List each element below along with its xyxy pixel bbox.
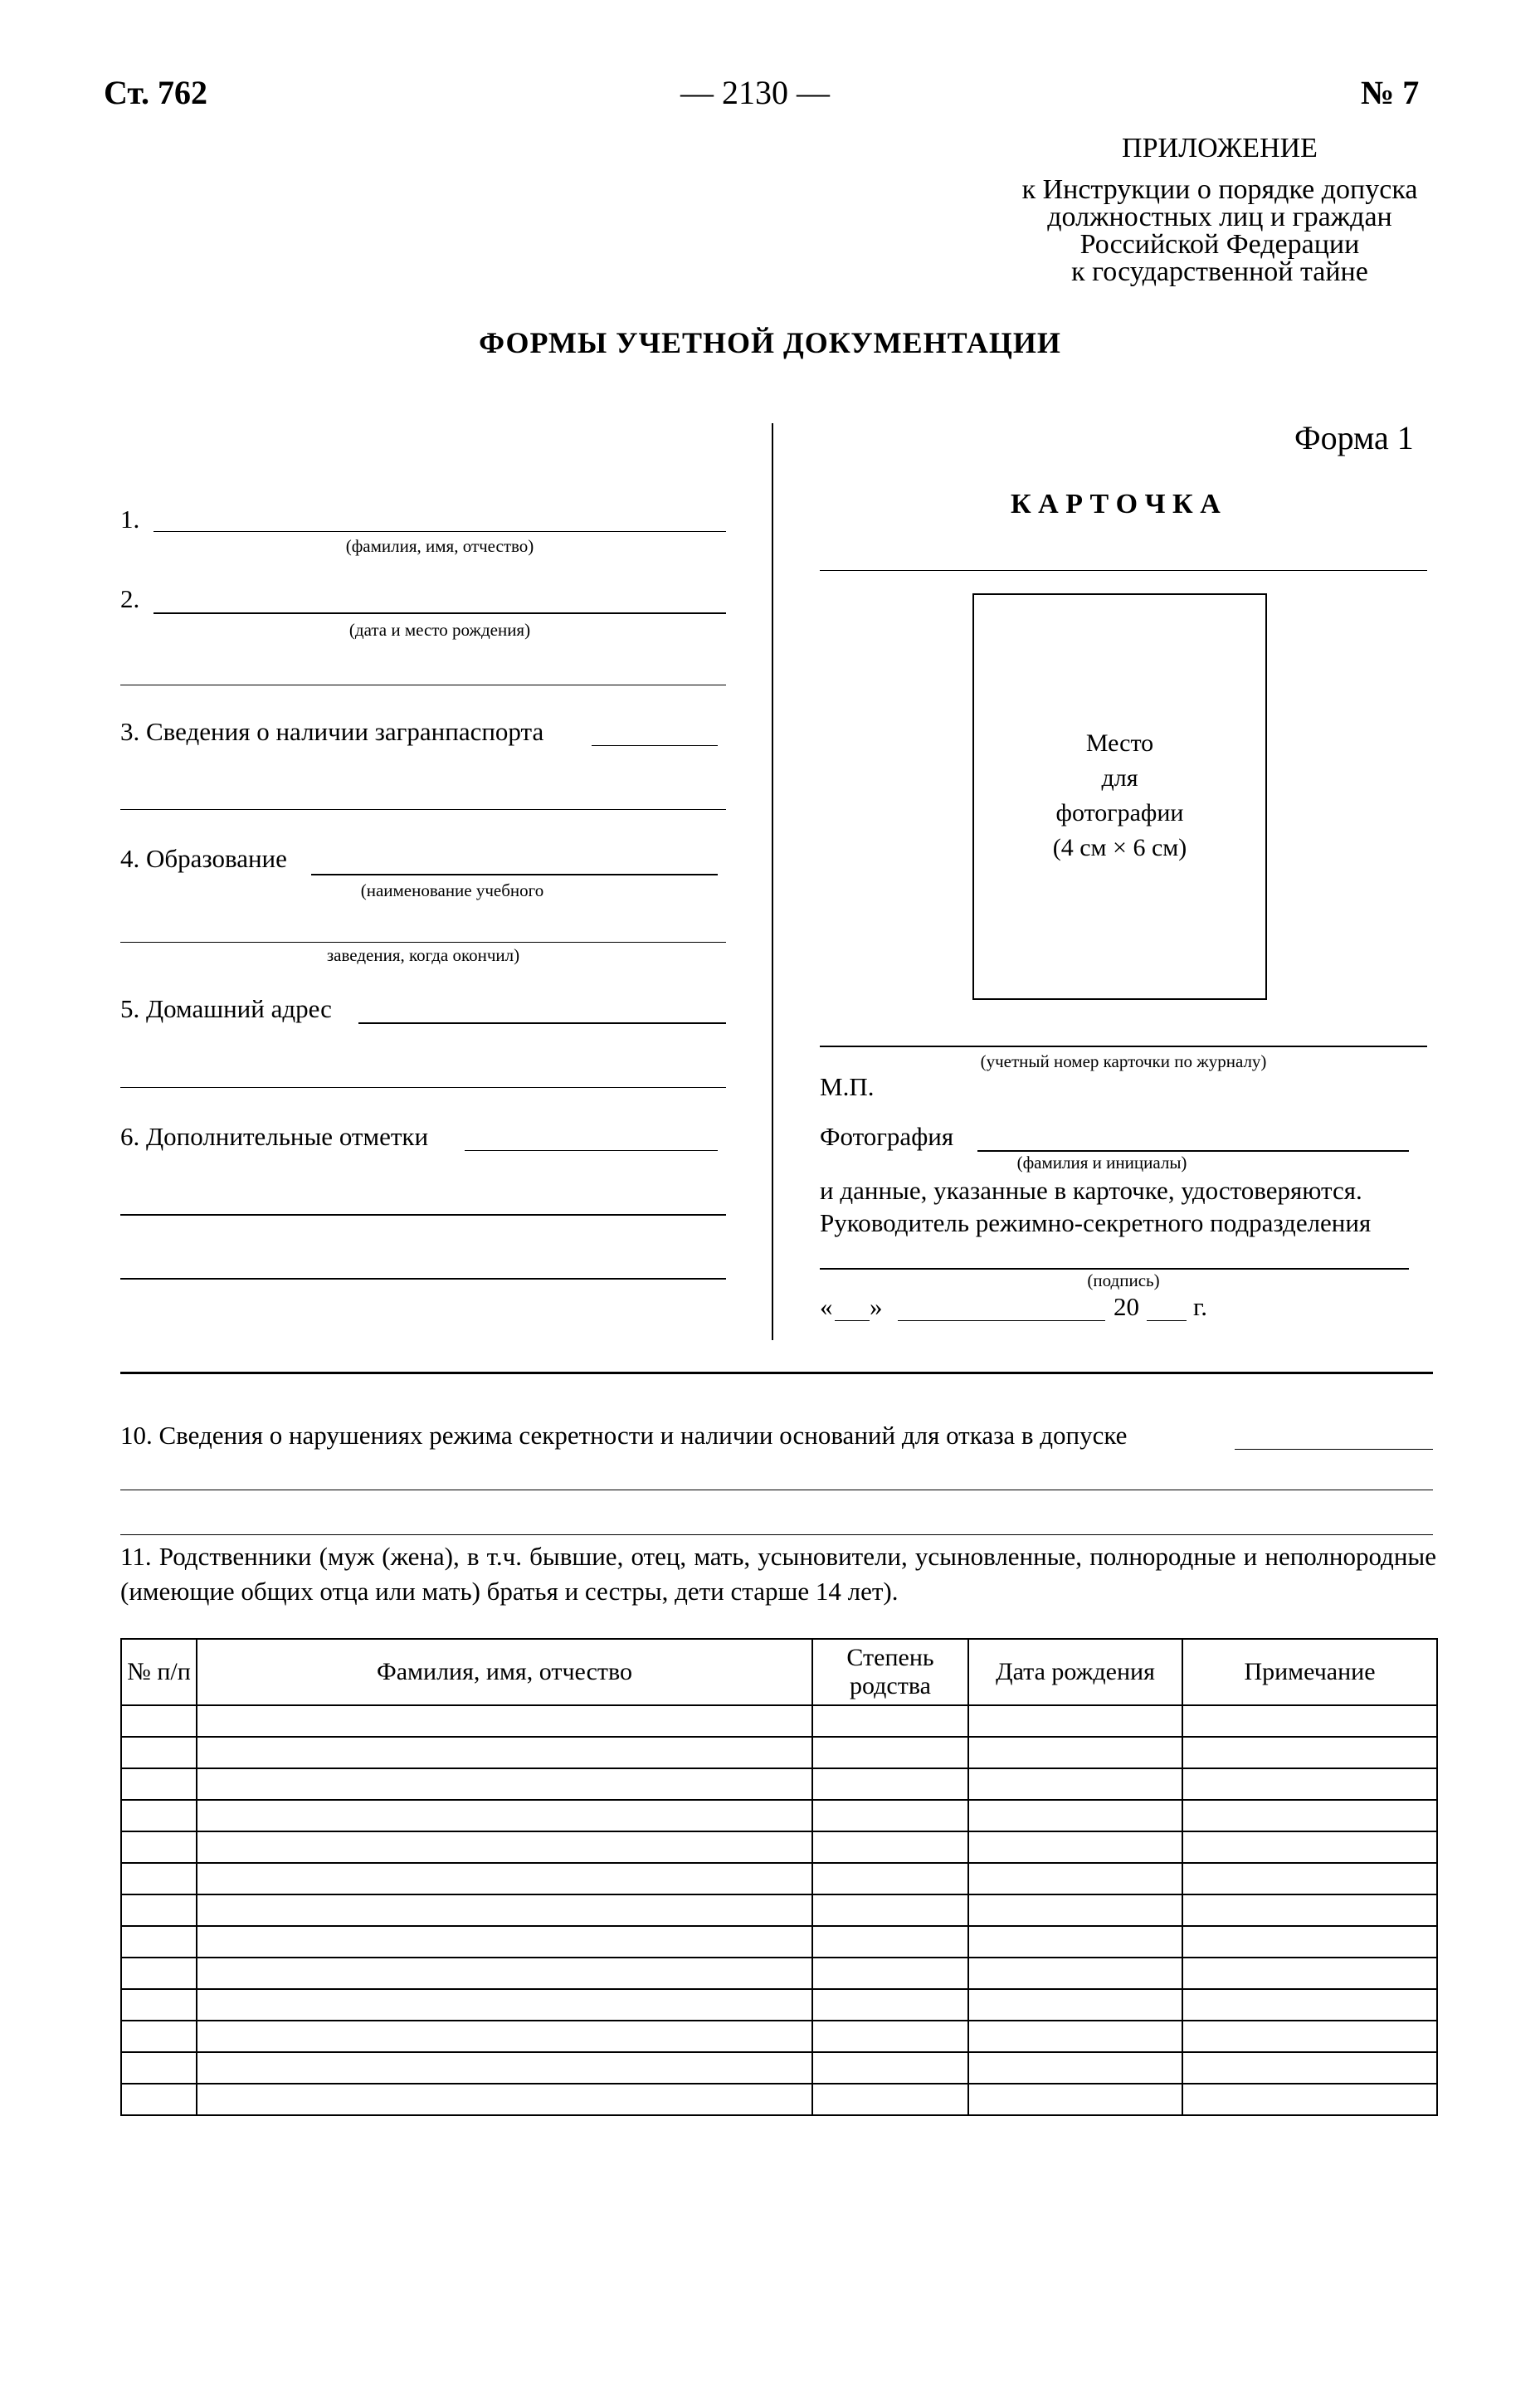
table-cell[interactable] [197, 2084, 812, 2115]
form-label: Форма 1 [1294, 419, 1414, 456]
table-cell[interactable] [121, 1768, 197, 1800]
page-ref: Ст. 762 [104, 74, 207, 111]
table-cell[interactable] [1182, 2021, 1437, 2052]
table-cell[interactable] [968, 1768, 1182, 1800]
date-quote-close: » [870, 1292, 883, 1321]
certify-text: и данные, указанные в карточке, удостоверяются. [820, 1176, 1362, 1205]
table-cell[interactable] [812, 1800, 968, 1831]
item6-label: 6. Дополнительные отметки [120, 1122, 429, 1151]
photo-placeholder [972, 593, 1267, 1000]
table-cell[interactable] [1182, 2084, 1437, 2115]
table-cell[interactable] [197, 1926, 812, 1958]
column-divider [772, 423, 773, 1340]
appendix-line: к Инструкции о порядке допуска [1021, 174, 1418, 205]
birth-hint: (дата и место рождения) [348, 620, 531, 640]
education-field[interactable] [311, 874, 718, 875]
table-cell[interactable] [968, 2052, 1182, 2084]
passport-field[interactable] [592, 745, 718, 746]
table-cell[interactable] [197, 1800, 812, 1831]
table-row [121, 1705, 1437, 1737]
table-cell[interactable] [812, 2052, 968, 2084]
appendix-line: должностных лиц и граждан [1047, 202, 1392, 232]
photo-name-hint: (фамилия и инициалы) [1016, 1153, 1187, 1173]
table-cell[interactable] [968, 1989, 1182, 2021]
education-hint-cont: заведения, когда окончил) [326, 945, 520, 965]
date-day-field[interactable] [835, 1320, 870, 1321]
table-cell[interactable] [1182, 1831, 1437, 1863]
table-cell[interactable] [197, 2052, 812, 2084]
table-cell[interactable] [812, 1926, 968, 1958]
item1-number: 1. [120, 505, 140, 534]
col-header-name: Фамилия, имя, отчество [197, 1639, 812, 1705]
notes-field[interactable] [465, 1150, 718, 1151]
table-cell[interactable] [968, 1831, 1182, 1863]
section11-text: 11. Родственники (муж (жена), в т.ч. бывшие, отец, мать, усыновители, усыновленные, полнородные и неполнородные (имеющие общих отца или мать) братья и сестры, дети старше 14 лет). [120, 1542, 1436, 1606]
table-cell[interactable] [968, 1894, 1182, 1926]
table-cell[interactable] [1182, 1800, 1437, 1831]
table-cell[interactable] [968, 1926, 1182, 1958]
table-cell[interactable] [812, 1737, 968, 1768]
signature-hint: (подпись) [1087, 1270, 1160, 1290]
table-cell[interactable] [197, 1958, 812, 1989]
table-cell[interactable] [1182, 1863, 1437, 1894]
table-cell[interactable] [197, 2021, 812, 2052]
date-year-suffix: г. [1193, 1292, 1207, 1321]
table-cell[interactable] [1182, 2052, 1437, 2084]
education-field-cont[interactable] [120, 942, 726, 943]
fio-field[interactable] [154, 531, 726, 532]
table-cell[interactable] [121, 1705, 197, 1737]
section10-field-cont[interactable] [120, 1534, 1433, 1535]
table-row [121, 1926, 1437, 1958]
section10-label: 10. Сведения о нарушениях режима секретности и наличии оснований для отказа в допуске [120, 1421, 1128, 1450]
table-cell[interactable] [197, 1831, 812, 1863]
appendix-line: Российской Федерации [1079, 229, 1360, 260]
address-field[interactable] [358, 1022, 726, 1024]
item2-number: 2. [120, 584, 140, 613]
col-header-number: № п/п [121, 1639, 197, 1705]
table-cell[interactable] [968, 1863, 1182, 1894]
table-cell[interactable] [121, 1989, 197, 2021]
table-cell[interactable] [968, 1737, 1182, 1768]
table-cell[interactable] [812, 1894, 968, 1926]
table-cell[interactable] [197, 1863, 812, 1894]
table-cell[interactable] [1182, 1705, 1437, 1737]
item5-label: 5. Домашний адрес [120, 994, 332, 1023]
photo-text: для [1101, 764, 1138, 792]
table-cell[interactable] [812, 1989, 968, 2021]
col-header-relation: Степень родства [812, 1639, 968, 1705]
col-header-birthdate: Дата рождения [968, 1639, 1182, 1705]
table-row [121, 2084, 1437, 2115]
appendix-title: ПРИЛОЖЕНИЕ [1122, 133, 1318, 163]
table-cell[interactable] [1182, 1768, 1437, 1800]
head-text: Руководитель режимно-секретного подразделения [820, 1208, 1372, 1237]
table-cell[interactable] [197, 1894, 812, 1926]
table-cell[interactable] [1182, 1894, 1437, 1926]
passport-field-cont[interactable] [120, 809, 726, 810]
table-cell[interactable] [812, 1768, 968, 1800]
table-cell[interactable] [121, 1800, 197, 1831]
item3-label: 3. Сведения о наличии загранпаспорта [120, 717, 544, 746]
signature-field[interactable] [820, 1268, 1409, 1270]
document-title: ФОРМЫ УЧЕТНОЙ ДОКУМЕНТАЦИИ [479, 326, 1061, 359]
card-number-field[interactable] [820, 1046, 1427, 1047]
date-month-field[interactable] [898, 1320, 1105, 1321]
photo-name-field[interactable] [977, 1150, 1409, 1152]
appendix-line: к государственной тайне [1071, 256, 1368, 287]
section10-field[interactable] [1235, 1449, 1433, 1450]
table-row [121, 2052, 1437, 2084]
table-cell[interactable] [968, 1800, 1182, 1831]
table-header-row [121, 1639, 1437, 1705]
table-cell[interactable] [121, 2052, 197, 2084]
table-cell[interactable] [121, 2021, 197, 2052]
page-number: — 2130 — [680, 74, 830, 111]
photo-label: Фотография [820, 1122, 954, 1151]
table-cell[interactable] [812, 1831, 968, 1863]
stamp-label: М.П. [820, 1072, 875, 1101]
table-cell[interactable] [1182, 1958, 1437, 1989]
photo-text: Место [1085, 729, 1154, 757]
table-cell[interactable] [1182, 1926, 1437, 1958]
table-cell[interactable] [812, 2021, 968, 2052]
table-cell[interactable] [121, 1958, 197, 1989]
table-cell[interactable] [197, 1705, 812, 1737]
table-row [121, 1831, 1437, 1863]
table-cell[interactable] [812, 1705, 968, 1737]
table-cell[interactable] [968, 2084, 1182, 2115]
notes-field-cont[interactable] [120, 1278, 726, 1280]
table-row [121, 1800, 1437, 1831]
section-separator [120, 1372, 1433, 1374]
birth-field[interactable] [154, 612, 726, 614]
item4-label: 4. Образование [120, 844, 287, 873]
photo-text: (4 см × 6 см) [1052, 834, 1187, 861]
table-cell[interactable] [812, 2084, 968, 2115]
table-row [121, 1989, 1437, 2021]
card-number-hint: (учетный номер карточки по журналу) [980, 1051, 1267, 1071]
table-cell[interactable] [812, 1958, 968, 1989]
notes-field-cont[interactable] [120, 1214, 726, 1216]
table-cell[interactable] [121, 1831, 197, 1863]
relatives-table [120, 1638, 1438, 2116]
table-cell[interactable] [121, 2084, 197, 2115]
education-hint: (наименование учебного [360, 880, 544, 900]
issue-number: № 7 [1361, 74, 1420, 111]
table-cell[interactable] [121, 1863, 197, 1894]
table-row [121, 1958, 1437, 1989]
photo-text: фотографии [1055, 799, 1184, 826]
table-cell[interactable] [121, 1737, 197, 1768]
table-row [121, 1863, 1437, 1894]
table-row [121, 1737, 1437, 1768]
table-cell[interactable] [968, 1705, 1182, 1737]
table-cell[interactable] [197, 1989, 812, 2021]
table-row [121, 1768, 1437, 1800]
table-cell[interactable] [197, 1737, 812, 1768]
table-cell[interactable] [1182, 1737, 1437, 1768]
table-cell[interactable] [968, 1958, 1182, 1989]
table-row [121, 2021, 1437, 2052]
date-quote-open: « [820, 1292, 833, 1321]
table-cell[interactable] [968, 2021, 1182, 2052]
table-cell[interactable] [121, 1926, 197, 1958]
table-cell[interactable] [1182, 1989, 1437, 2021]
date-year-field[interactable] [1147, 1320, 1187, 1321]
col-header-note: Примечание [1182, 1639, 1437, 1705]
table-cell[interactable] [121, 1894, 197, 1926]
address-field-cont[interactable] [120, 1087, 726, 1088]
fio-hint: (фамилия, имя, отчество) [345, 536, 534, 556]
table-row [121, 1894, 1437, 1926]
card-title: К А Р Т О Ч К А [1011, 489, 1221, 519]
card-header-line[interactable] [820, 570, 1427, 571]
date-year-prefix: 20 [1114, 1292, 1139, 1321]
table-cell[interactable] [812, 1863, 968, 1894]
table-cell[interactable] [197, 1768, 812, 1800]
